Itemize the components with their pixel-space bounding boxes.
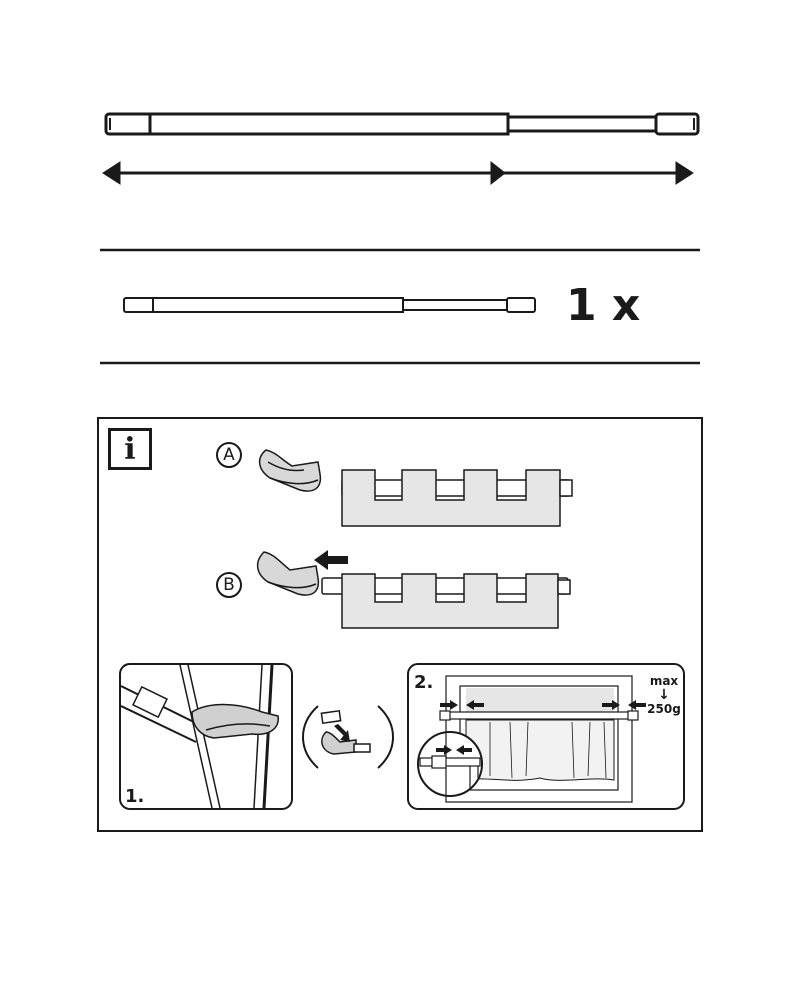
info-icon: i xyxy=(108,428,152,470)
max-load-value: 250g xyxy=(647,702,681,716)
variant-b-label: B xyxy=(216,572,242,598)
telescopic-rod-small xyxy=(124,298,535,312)
down-arrow-icon: ↓ xyxy=(658,687,670,703)
step-1-number: 1. xyxy=(125,786,145,807)
clip-detail-illustration xyxy=(303,706,393,768)
max-load-indicator xyxy=(644,674,684,716)
quantity-label: 1 x xyxy=(566,280,641,331)
variant-a-illustration xyxy=(260,450,572,526)
telescopic-rod-large xyxy=(106,114,698,134)
step-1-panel xyxy=(120,664,292,809)
step-2-panel xyxy=(408,664,684,809)
step-2-number: 2. xyxy=(414,672,434,693)
variant-a-label: A xyxy=(216,442,242,468)
extension-arrow-icon xyxy=(103,162,693,184)
max-load-label: max xyxy=(649,674,679,688)
variant-b-illustration xyxy=(258,552,570,628)
push-arrow-icon xyxy=(314,550,348,570)
